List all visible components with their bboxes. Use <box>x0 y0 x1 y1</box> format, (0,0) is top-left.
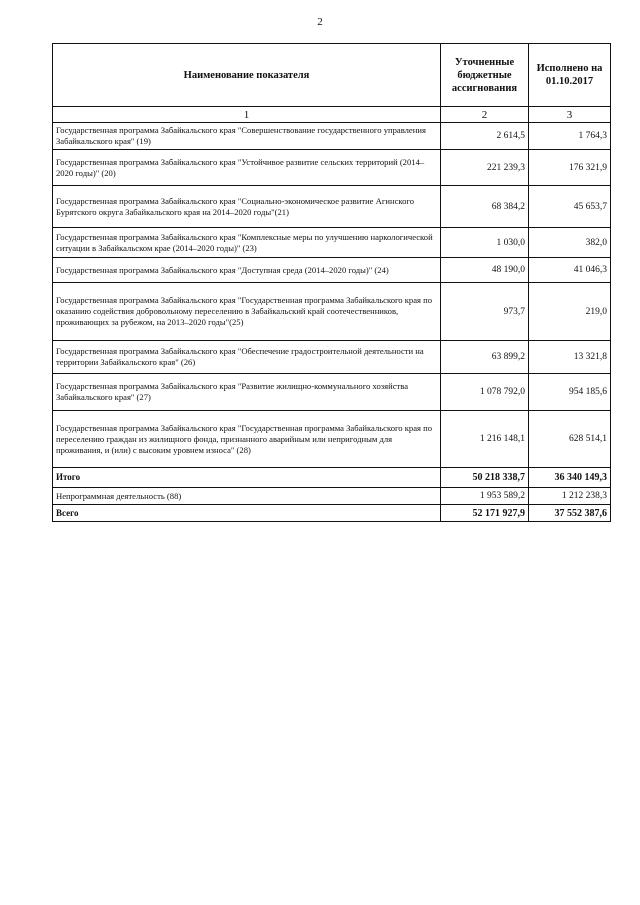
row-name: Государственная программа Забайкальского края "Обеспечение градостроительной деятельности на территории Забайкальского края" (26) <box>53 341 441 374</box>
index-cell: 1 <box>53 107 441 123</box>
table-row <box>53 411 611 468</box>
header-executed: Исполнено на 01.10.2017 <box>529 44 611 107</box>
nonprogram-row <box>53 488 611 505</box>
row-name: Государственная программа Забайкальского края "Комплексные меры по улучшению наркологической ситуации в Забайкальском крае (2014–2020 годы)" (23) <box>53 228 441 258</box>
row-executed: 628 514,1 <box>529 411 611 468</box>
row-name: Государственная программа Забайкальского края "Совершенствование государственного управления Забайкальского края" (19) <box>53 123 441 150</box>
budget-table <box>52 43 611 522</box>
table-row <box>53 150 611 186</box>
row-executed: 1 764,3 <box>529 123 611 150</box>
header-row <box>53 44 611 107</box>
total-executed: 37 552 387,6 <box>529 505 611 522</box>
table-row <box>53 228 611 258</box>
total-row <box>53 505 611 522</box>
total-name: Всего <box>53 505 441 522</box>
table-row <box>53 258 611 283</box>
row-name: Государственная программа Забайкальского края "Устойчивое развитие сельских территорий (2014–2020 годы)" (20) <box>53 150 441 186</box>
table-row <box>53 283 611 341</box>
header-name: Наименование показателя <box>53 44 441 107</box>
row-executed: 954 185,6 <box>529 374 611 411</box>
row-name: Государственная программа Забайкальского края "Развитие жилищно-коммунального хозяйства Забайкальского края" (27) <box>53 374 441 411</box>
nonprogram-planned: 1 953 589,2 <box>441 488 529 505</box>
row-planned: 1 078 792,0 <box>441 374 529 411</box>
row-planned: 48 190,0 <box>441 258 529 283</box>
subtotal-planned: 50 218 338,7 <box>441 468 529 488</box>
row-planned: 973,7 <box>441 283 529 341</box>
nonprogram-name: Непрограммная деятельность (88) <box>53 488 441 505</box>
table-row <box>53 374 611 411</box>
row-executed: 219,0 <box>529 283 611 341</box>
index-cell: 3 <box>529 107 611 123</box>
row-name: Государственная программа Забайкальского края "Государственная программа Забайкальского края по переселению граждан из жилищного фонда, признанного аварийным или непригодным для проживания, и (или) с высоким уровнем износа" (28) <box>53 411 441 468</box>
row-planned: 68 384,2 <box>441 186 529 228</box>
row-planned: 221 239,3 <box>441 150 529 186</box>
subtotal-name: Итого <box>53 468 441 488</box>
row-executed: 382,0 <box>529 228 611 258</box>
subtotal-row <box>53 468 611 488</box>
row-planned: 1 216 148,1 <box>441 411 529 468</box>
table-row <box>53 123 611 150</box>
row-executed: 41 046,3 <box>529 258 611 283</box>
row-executed: 176 321,9 <box>529 150 611 186</box>
row-executed: 13 321,8 <box>529 341 611 374</box>
index-row <box>53 107 611 123</box>
row-planned: 2 614,5 <box>441 123 529 150</box>
header-planned: Уточненные бюджетные ассигнования <box>441 44 529 107</box>
row-planned: 1 030,0 <box>441 228 529 258</box>
row-name: Государственная программа Забайкальского края "Доступная среда (2014–2020 годы)" (24) <box>53 258 441 283</box>
table-row <box>53 341 611 374</box>
page-number: 2 <box>317 16 323 28</box>
total-planned: 52 171 927,9 <box>441 505 529 522</box>
subtotal-executed: 36 340 149,3 <box>529 468 611 488</box>
table-row <box>53 186 611 228</box>
index-cell: 2 <box>441 107 529 123</box>
row-name: Государственная программа Забайкальского края "Социально-экономическое развитие Агинского Бурятского округа Забайкальского края на 2014–2020 годы"(21) <box>53 186 441 228</box>
row-planned: 63 899,2 <box>441 341 529 374</box>
nonprogram-executed: 1 212 238,3 <box>529 488 611 505</box>
row-executed: 45 653,7 <box>529 186 611 228</box>
row-name: Государственная программа Забайкальского края "Государственная программа Забайкальского края по оказанию содействия добровольному переселению в Забайкальский край соотечественников, проживающих за рубежом, на 2013–2020 годы"(25) <box>53 283 441 341</box>
